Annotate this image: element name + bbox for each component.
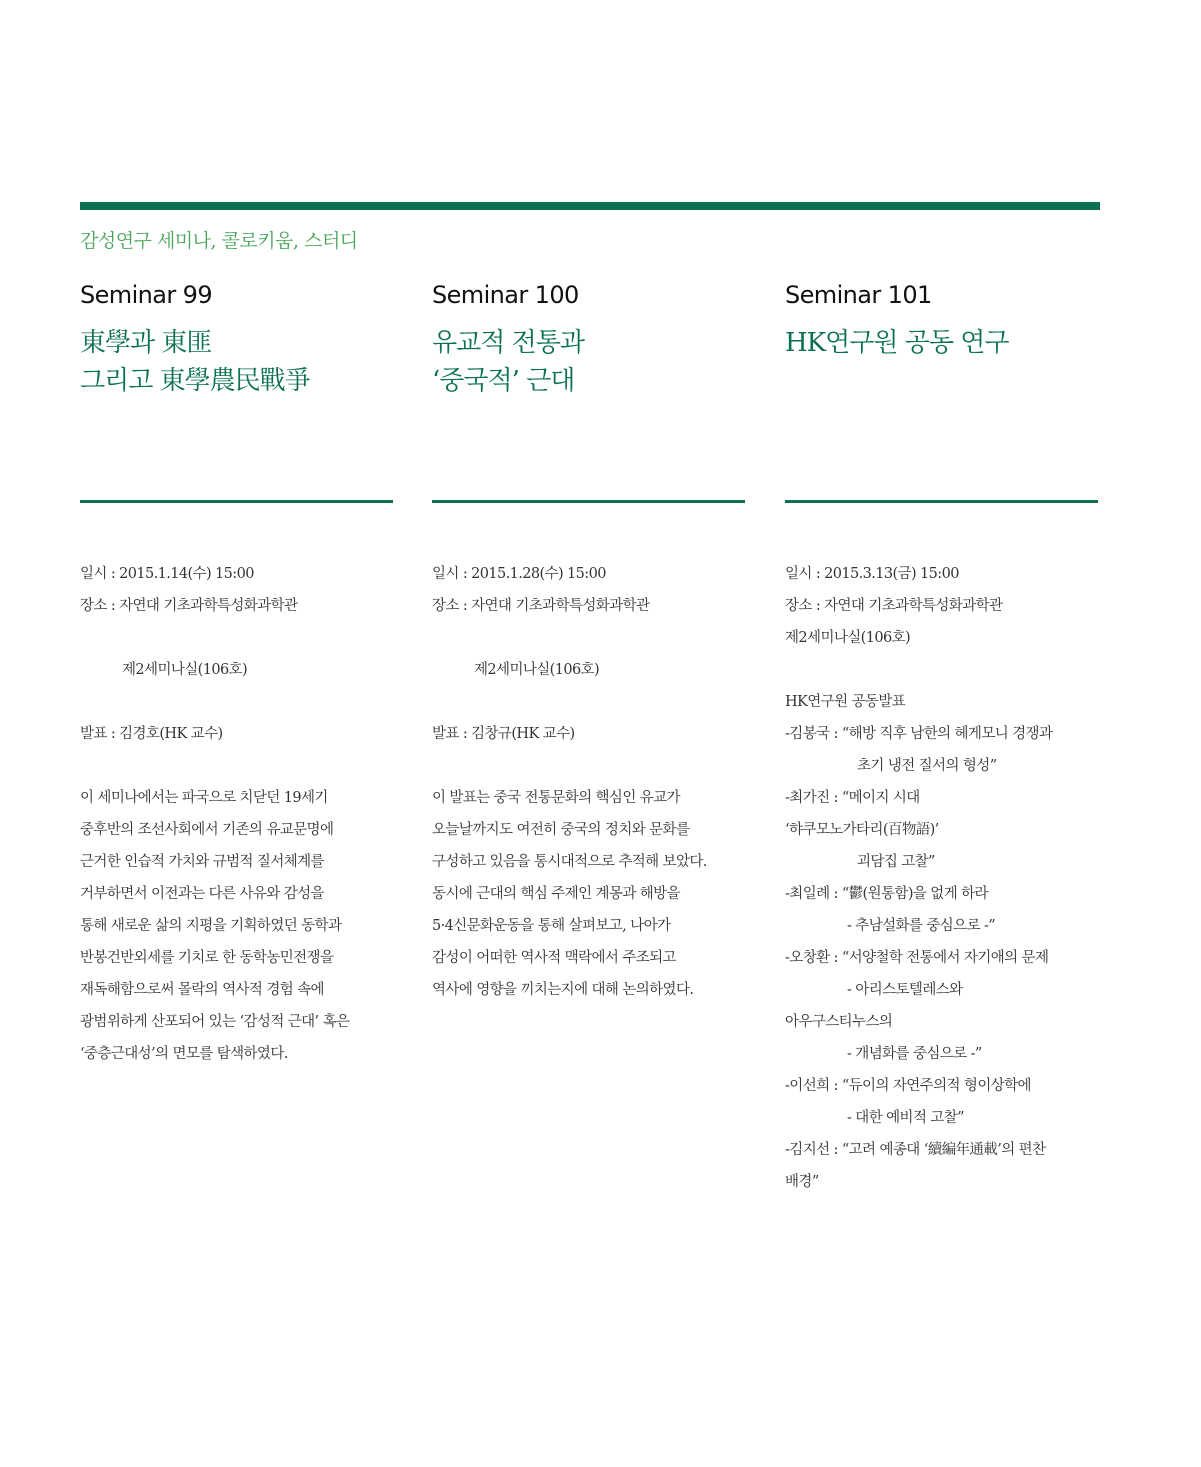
seminar-abstract <box>80 782 398 1070</box>
talk-line: -최일례 : “鬱(원통함)을 없게 하라 <box>785 886 988 902</box>
abstract-line: 거부하면서 이전과는 다른 사유와 감성을 <box>80 886 324 902</box>
seminar-room: 제2세미나실(106호) <box>785 630 911 646</box>
seminar-title-line: HK연구원 공동 연구 <box>785 328 1009 358</box>
talk-line: 배경” <box>785 1174 819 1190</box>
seminar-room: 제2세미나실(106호) <box>122 662 248 678</box>
seminar-number: Seminar 101 <box>785 281 932 309</box>
seminar-99-header <box>80 280 398 400</box>
talk-line: -김봉국 : “해방 직후 남한의 헤게모니 경쟁과 <box>785 726 1053 742</box>
seminar-date: 일시 : 2015.3.13(금) 15:00 <box>785 566 959 582</box>
talk-line: 초기 냉전 질서의 형성” <box>857 758 997 774</box>
abstract-line: 구성하고 있음을 통시대적으로 추적해 보았다. <box>432 854 707 870</box>
abstract-line: 5·4신문화운동을 통해 살펴보고, 나아가 <box>432 918 671 934</box>
abstract-line: 근거한 인습적 가치와 규범적 질서체계를 <box>80 854 324 870</box>
seminar-number: Seminar 100 <box>432 281 579 309</box>
seminar-presenter: 발표 : 김창규(HK 교수) <box>432 726 575 742</box>
seminar-abstract <box>432 782 750 1006</box>
seminar-number: Seminar 99 <box>80 281 213 309</box>
seminar-99-details <box>80 558 398 1070</box>
seminar-place: 장소 : 자연대 기초과학특성화과학관 <box>80 598 298 614</box>
seminar-100-details <box>432 558 750 1006</box>
abstract-line: 이 발표는 중국 전통문화의 핵심인 유교가 <box>432 790 680 806</box>
talk-line: - 아리스토텔레스와 <box>847 982 963 998</box>
column-rule <box>432 500 745 503</box>
column-rule <box>785 500 1098 503</box>
seminar-title-line: 東學과 東匪 <box>80 328 212 358</box>
talk-list <box>785 718 1103 1198</box>
seminar-title <box>432 324 750 400</box>
talk-line: - 추남설화를 중심으로 -” <box>847 918 996 934</box>
presentation-heading: HK연구원 공동발표 <box>785 694 906 710</box>
seminar-place: 장소 : 자연대 기초과학특성화과학관 <box>785 598 1003 614</box>
abstract-line: 통해 새로운 삶의 지평을 기획하였던 동학과 <box>80 918 342 934</box>
seminar-title <box>80 324 398 400</box>
talk-line: ‘햐쿠모노가타리(百物語)’ <box>785 822 939 838</box>
seminar-101-header <box>785 280 1103 362</box>
talk-line: -이선희 : “듀이의 자연주의적 형이상학에 <box>785 1078 1031 1094</box>
seminar-101-details <box>785 558 1103 1198</box>
abstract-line: 재독해함으로써 몰락의 역사적 경험 속에 <box>80 982 324 998</box>
section-label: 감성연구 세미나, 콜로키움, 스터디 <box>80 230 358 252</box>
seminar-title-line: 그리고 東學農民戰爭 <box>80 366 310 396</box>
talk-line: 아우구스티누스의 <box>785 1014 893 1030</box>
talk-line: - 개념화를 중심으로 -” <box>847 1046 982 1062</box>
abstract-line: 광범위하게 산포되어 있는 ‘감성적 근대’ 혹은 <box>80 1014 350 1030</box>
talk-line: - 대한 예비적 고찰” <box>847 1110 964 1126</box>
seminar-title <box>785 324 1103 362</box>
abstract-line: 반봉건반외세를 기치로 한 동학농민전쟁을 <box>80 950 334 966</box>
top-rule <box>80 202 1100 210</box>
seminar-title-line: ‘중국적’ 근대 <box>432 366 575 396</box>
talk-line: -김지선 : “고려 예종대 ‘續編年通載’의 편찬 <box>785 1142 1046 1158</box>
seminar-place: 장소 : 자연대 기초과학특성화과학관 <box>432 598 650 614</box>
seminar-100-header <box>432 280 750 400</box>
talk-line: 괴담집 고찰” <box>857 854 935 870</box>
abstract-line: 감성이 어떠한 역사적 맥락에서 주조되고 <box>432 950 676 966</box>
abstract-line: 역사에 영향을 끼치는지에 대해 논의하였다. <box>432 982 694 998</box>
abstract-line: ‘중층근대성’의 면모를 탐색하였다. <box>80 1046 288 1062</box>
seminar-date: 일시 : 2015.1.28(수) 15:00 <box>432 566 606 582</box>
abstract-line: 중후반의 조선사회에서 기존의 유교문명에 <box>80 822 334 838</box>
seminar-presenter: 발표 : 김경호(HK 교수) <box>80 726 223 742</box>
abstract-line: 오늘날까지도 여전히 중국의 정치와 문화를 <box>432 822 690 838</box>
talk-line: -최가진 : “메이지 시대 <box>785 790 920 806</box>
abstract-line: 이 세미나에서는 파국으로 치닫던 19세기 <box>80 790 328 806</box>
abstract-line: 동시에 근대의 핵심 주제인 계몽과 해방을 <box>432 886 680 902</box>
seminar-date: 일시 : 2015.1.14(수) 15:00 <box>80 566 254 582</box>
talk-line: -오창환 : “서양철학 전통에서 자기애의 문제 <box>785 950 1049 966</box>
seminar-room: 제2세미나실(106호) <box>474 662 600 678</box>
seminar-title-line: 유교적 전통과 <box>432 328 584 358</box>
column-rule <box>80 500 393 503</box>
